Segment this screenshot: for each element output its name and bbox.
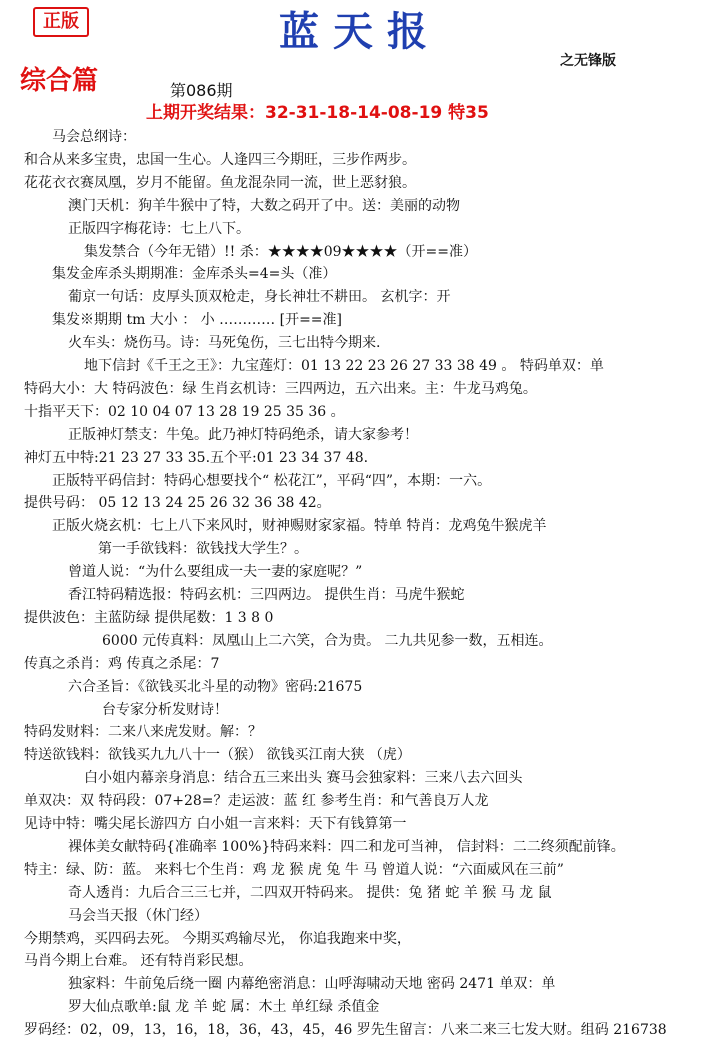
body-line: 罗大仙点歌单:鼠 龙 羊 蛇 属：木土 单红绿 杀值金 bbox=[68, 999, 380, 1016]
body-line: 花花衣衣赛凤凰，岁月不能留。鱼龙混杂同一流，世上恶豺狼。 bbox=[24, 174, 416, 191]
body-line: 6000 元传真料：凤凰山上二六笑，合为贵。 二九共见参一数，五相连。 bbox=[102, 632, 553, 649]
body-line: 正版火烧玄机：七上八下来风时，财神赐财家家福。特单 特肖：龙鸡兔牛猴虎羊 bbox=[52, 518, 547, 535]
body-line: 提供波色：主蓝防绿 提供尾数：1 3 8 0 bbox=[24, 609, 274, 626]
issue-number: 第086期 bbox=[170, 81, 233, 100]
body-line: 第一手欲钱料：欲钱找大学生？。 bbox=[98, 541, 308, 558]
body-line: 神灯五中特:21 23 27 33 35.五个平:01 23 34 37 48. bbox=[24, 449, 369, 466]
body-line: 特码大小：大 特码波色：绿 生肖玄机诗：三四两边，五六出来。主：牛龙马鸡兔。 bbox=[24, 380, 537, 397]
body-line: 和合从来多宝贵，忠国一生心。人逢四三今期旺，三步作两步。 bbox=[24, 151, 416, 168]
body-line: 罗码经：02，09，13，16，18，36，43，45，46 罗先生留言：八来二来三七发大财。组码 216738 bbox=[24, 1022, 667, 1039]
body-line: 台专家分析发财诗！ bbox=[102, 701, 228, 718]
body-line: 传真之杀肖：鸡 传真之杀尾：7 bbox=[24, 655, 220, 672]
body-line: 马会总纲诗： bbox=[52, 129, 136, 145]
body-line: 特码发财料：二来八来虎发财。解：？ bbox=[24, 724, 262, 741]
body-line: 六合圣旨：《欲钱买北斗星的动物》密码:21675 bbox=[68, 678, 363, 695]
body-line: 正版四字梅花诗：七上八下。 bbox=[68, 220, 250, 237]
body-line: 火车头：烧伤马。诗：马死兔伤，三七出特今期来. bbox=[68, 335, 381, 352]
body-line: 十指平天下：02 10 04 07 13 28 19 25 35 36 。 bbox=[24, 403, 345, 420]
genuine-stamp: 正版 bbox=[33, 7, 89, 37]
last-draw-result: 上期开奖结果：32-31-18-14-08-19 特35 bbox=[146, 103, 489, 123]
body-line: 马肖今期上台难。 还有特肖彩民想。 bbox=[24, 953, 253, 970]
body-line: 奇人透肖：九后合三三七并，二四双开特码来。 提供：兔 猪 蛇 羊 猴 马 龙 鼠 bbox=[68, 884, 552, 901]
body-line: 白小姐内幕亲身消息：结合五三来出头 赛马会独家料：三来八去六回头 bbox=[84, 770, 523, 787]
body-line: 集发※期期 tm 大小 ： 小 ………… [开==准] bbox=[52, 312, 342, 329]
body-line: 提供号码： 05 12 13 24 25 26 32 36 38 42。 bbox=[24, 495, 331, 512]
body-line: 裸体美女献特码{准确率 100%}特码来料：四二和龙可当神， 信封料：二二终须配前锋。 bbox=[68, 838, 625, 855]
body-line: 马会当天报（休门经） bbox=[68, 907, 208, 924]
body-line: 独家料：牛前兔后绕一圈 内幕绝密消息：山呼海啸动天地 密码 2471 单双：单 bbox=[68, 976, 556, 993]
body-line: 葡京一句话：皮厚头顶双枪走，身长神壮不耕田。 玄机字：开 bbox=[68, 289, 451, 306]
body-line: 见诗中特：嘴尖尾长游四方 白小姐一言来料：天下有钱算第一 bbox=[24, 816, 407, 832]
edition-label: 之无锋版 bbox=[560, 53, 616, 69]
body-line: 特送欲钱料：欲钱买九九八十一（猴） 欲钱买江南大狭 （虎） bbox=[24, 747, 411, 764]
body-line: 今期禁鸡，买四码去死。 今期买鸡输尽光， 你追我跑来中奖， bbox=[24, 930, 411, 947]
body-line: 单双决：双 特码段：07+28=？走运波：蓝 红 参考生肖：和气善良万人龙 bbox=[24, 793, 489, 810]
body-line: 地下信封《千王之王》：九宝莲灯：01 13 22 23 26 27 33 38 49 。 特码单双：单 bbox=[84, 358, 604, 374]
body-line: 曾道人说：“为什么要组成一夫一妻的家庭呢？” bbox=[68, 564, 363, 581]
body-line: 正版特平码信封：特码心想要找个“ 松花江”，平码“四”，本期：一六。 bbox=[52, 472, 492, 489]
newspaper-title: 蓝天报 bbox=[279, 9, 441, 55]
body-line: 澳门天机：狗羊牛猴中了特，大数之码开了中。送：美丽的动物 bbox=[68, 197, 460, 214]
section-title: 综合篇 bbox=[20, 66, 99, 96]
body-line: 集发金库杀头期期准：金库杀头=4=头（准） bbox=[52, 266, 337, 283]
body-line: 特主：绿、防：蓝。 来料七个生肖：鸡 龙 猴 虎 兔 牛 马 曾道人说：“六面威风在三前” bbox=[24, 861, 564, 878]
body-line: 集发禁合（今年无错）!! 杀：★★★★09★★★★（开==准） bbox=[84, 243, 477, 260]
body-line: 香江特码精选报：特码玄机：三四两边。 提供生肖：马虎牛猴蛇 bbox=[68, 587, 465, 603]
body-line: 正版神灯禁支：牛兔。此乃神灯特码绝杀，请大家参考！ bbox=[68, 426, 418, 443]
